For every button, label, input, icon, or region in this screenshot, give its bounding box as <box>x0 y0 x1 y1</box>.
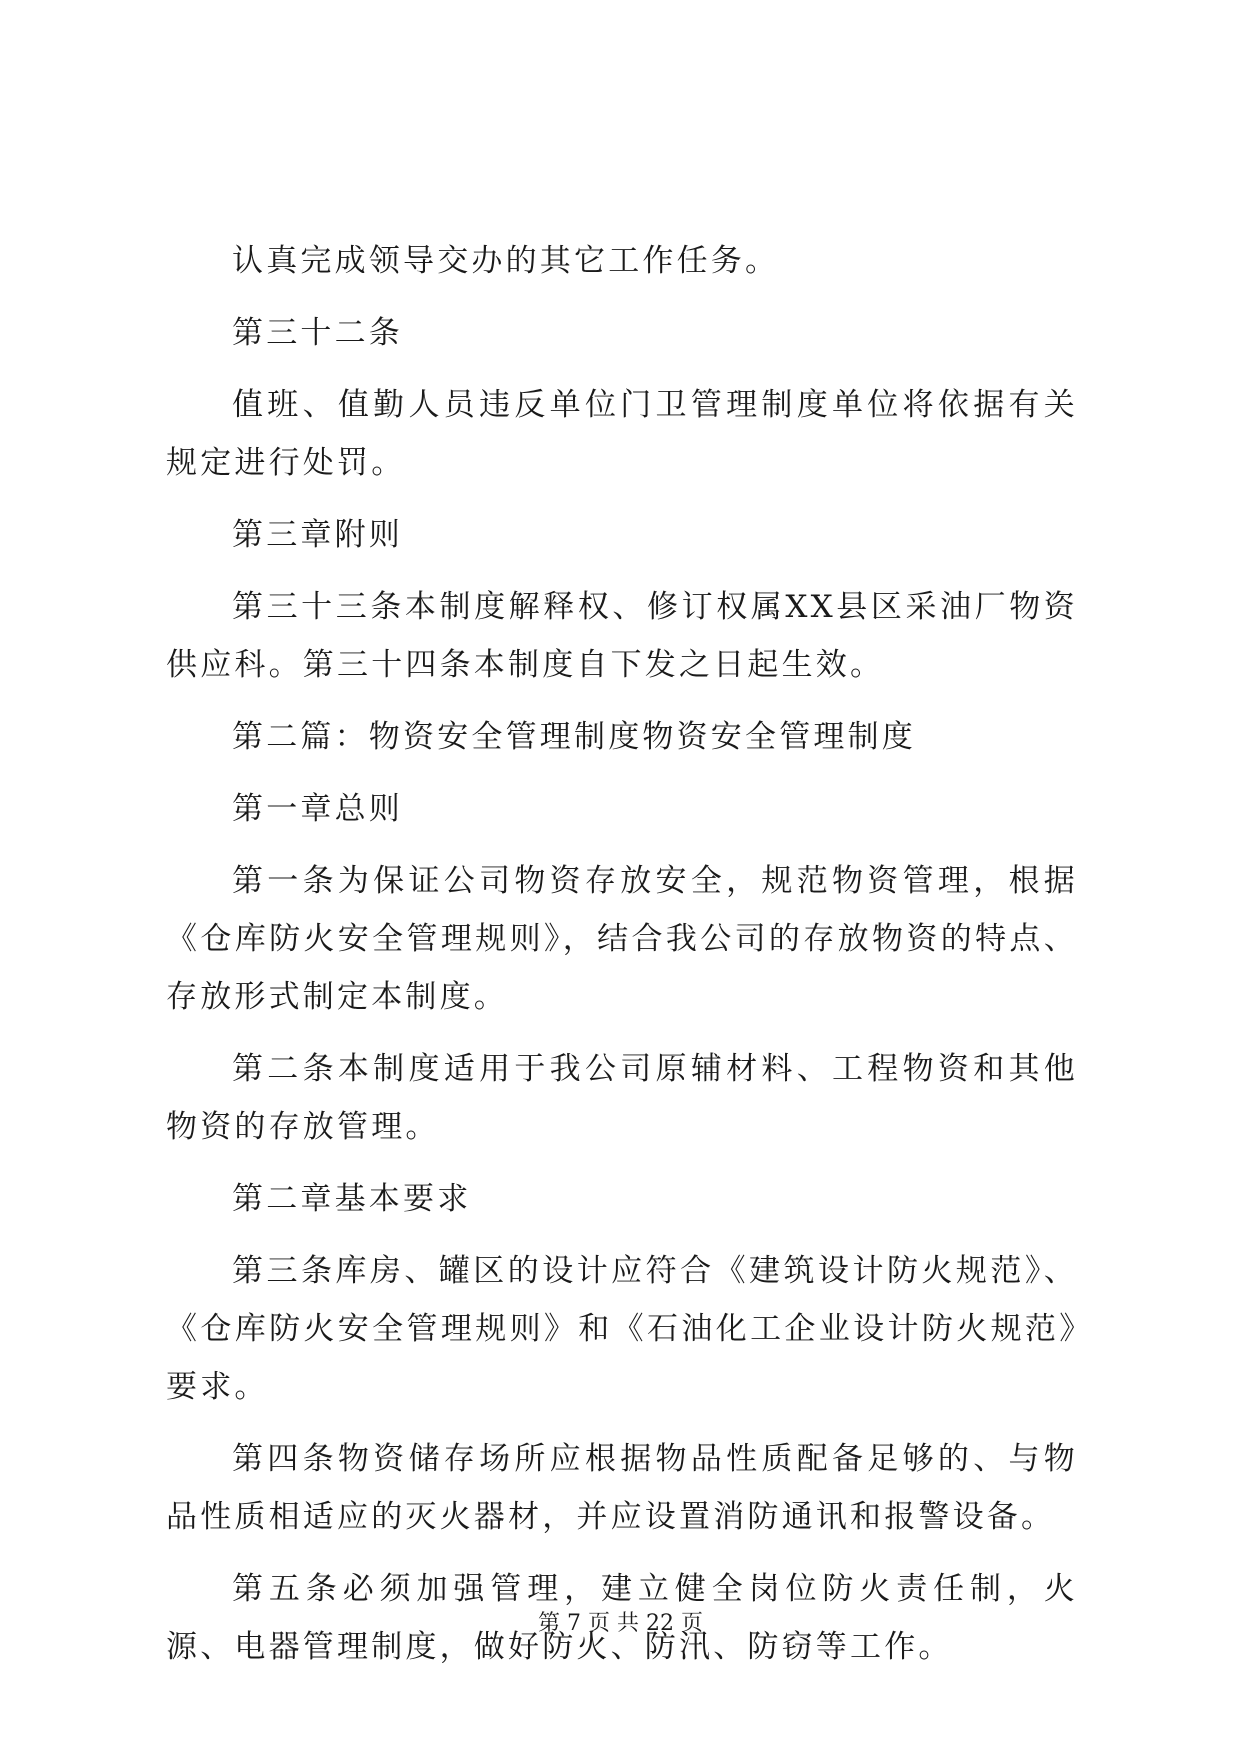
page-number-footer: 第 7 页 共 22 页 <box>538 1611 703 1636</box>
paragraph: 第三十三条本制度解释权、修订权属XX县区采油厂物资供应科。第三十四条本制度自下发之日起生效。 <box>166 589 1078 683</box>
chapter-heading: 第一章总则 <box>232 791 403 827</box>
paragraph: 第二条本制度适用于我公司原辅材料、工程物资和其他物资的存放管理。 <box>166 1051 1078 1145</box>
chapter-heading: 第二章基本要求 <box>232 1181 472 1217</box>
section-title: 第二篇：物资安全管理制度物资安全管理制度 <box>232 719 916 755</box>
paragraph: 第一条为保证公司物资存放安全，规范物资管理，根据《仓库防火安全管理规则》，结合我公司的存放物资的特点、存放形式制定本制度。 <box>166 863 1078 1015</box>
paragraph: 值班、值勤人员违反单位门卫管理制度单位将依据有关规定进行处罚。 <box>166 387 1078 481</box>
document-body <box>166 232 1078 1690</box>
article-heading: 第三十二条 <box>232 315 403 351</box>
paragraph: 第三条库房、罐区的设计应符合《建筑设计防火规范》、《仓库防火安全管理规则》和《石油化工企业设计防火规范》要求。 <box>166 1253 1078 1405</box>
paragraph: 第五条必须加强管理，建立健全岗位防火责任制，火源、电器管理制度，做好防火、防汛、防窃等工作。 <box>166 1571 1078 1665</box>
paragraph: 认真完成领导交办的其它工作任务。 <box>232 243 780 279</box>
chapter-heading: 第三章附则 <box>232 517 403 553</box>
paragraph: 第四条物资储存场所应根据物品性质配备足够的、与物品性质相适应的灭火器材，并应设置消防通讯和报警设备。 <box>166 1441 1078 1535</box>
